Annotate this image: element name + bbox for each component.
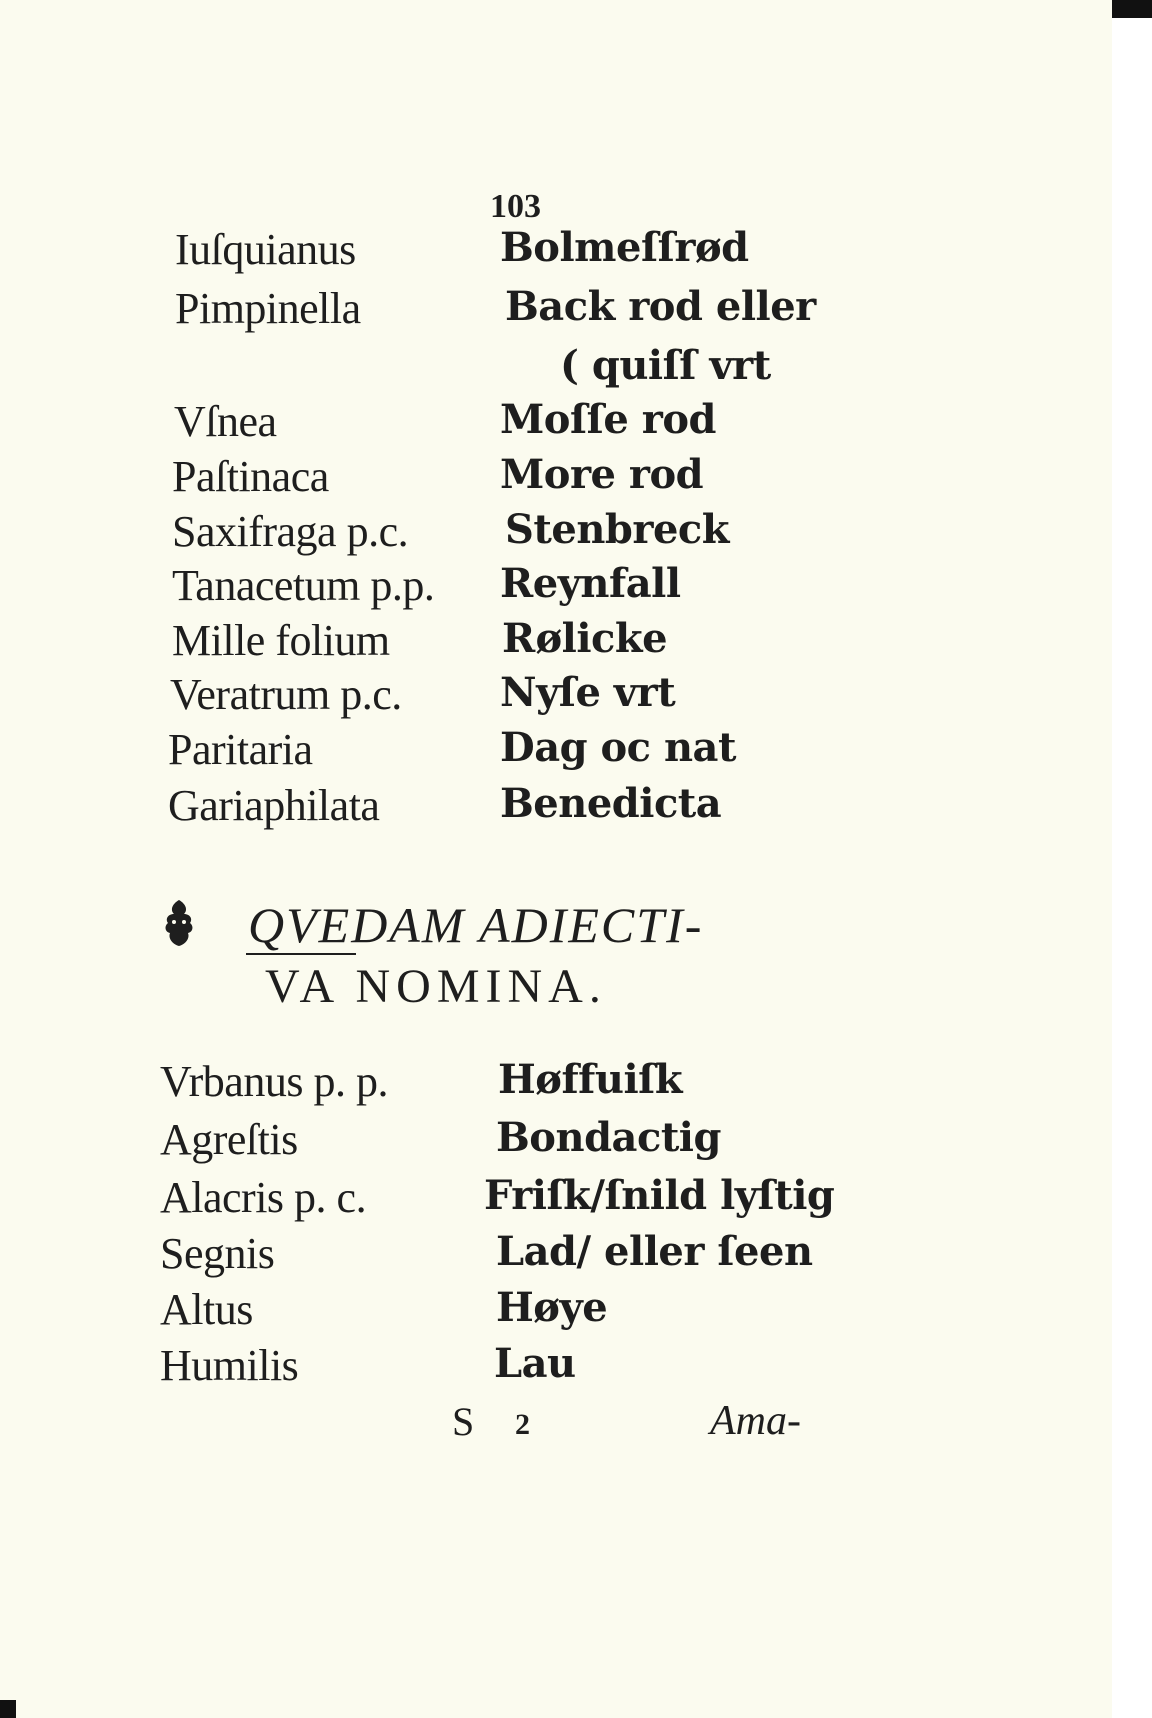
danish-term: Lad/ eller ſeen <box>496 1228 813 1275</box>
danish-term: Moſſe rod <box>500 396 716 443</box>
danish-term: Rølicke <box>502 615 668 662</box>
latin-term: Alacris p. c. <box>160 1173 367 1222</box>
section-heading-line1: QVEDAM ADIECTI- <box>248 897 704 953</box>
danish-term-continuation: ( quiſſ vrt <box>560 342 771 389</box>
danish-term: Lau <box>494 1340 576 1387</box>
latin-term: Iuſquianus <box>175 225 356 274</box>
latin-term: Tanacetum p.p. <box>172 561 435 610</box>
heading-underline <box>246 953 356 955</box>
latin-term: Vſnea <box>174 397 277 446</box>
latin-term: Mille folium <box>172 616 390 665</box>
danish-term: Reynfall <box>500 560 681 607</box>
latin-term: Pimpinella <box>175 284 361 333</box>
latin-term: Veratrum p.c. <box>170 670 402 719</box>
latin-term: Paſtinaca <box>172 452 329 501</box>
danish-term: Bolmeſſrød <box>500 224 749 271</box>
section-heading-line2: VA NOMINA. <box>265 960 607 1013</box>
catchword: Ama- <box>710 1398 801 1444</box>
fleuron-ornament-icon <box>162 898 196 948</box>
signature-mark: S <box>452 1399 475 1444</box>
danish-term: Back rod eller <box>505 283 816 330</box>
danish-term: Stenbreck <box>505 506 729 553</box>
danish-term: Friſk/ſnild lyſtig <box>484 1172 835 1219</box>
danish-term: Høffuiſk <box>498 1056 683 1103</box>
latin-term: Segnis <box>160 1229 275 1278</box>
scan-edge-mark <box>0 1700 16 1718</box>
latin-term: Humilis <box>160 1341 299 1390</box>
danish-term: Høye <box>496 1284 608 1331</box>
latin-term: Vrbanus p. p. <box>160 1057 388 1106</box>
latin-term: Saxifraga p.c. <box>172 507 409 556</box>
danish-term: Nyſe vrt <box>500 669 676 716</box>
latin-term: Altus <box>160 1285 253 1334</box>
latin-term: Gariaphilata <box>168 781 380 830</box>
signature-number: 2 <box>515 1408 530 1441</box>
latin-term: Paritaria <box>168 725 313 774</box>
danish-term: Bondactig <box>496 1114 721 1161</box>
danish-term: Dag oc nat <box>500 724 736 771</box>
scan-edge-mark <box>1112 0 1152 18</box>
latin-term: Agreſtis <box>160 1115 298 1164</box>
danish-term: Benedicta <box>500 780 722 827</box>
page-number: 103 <box>490 188 541 225</box>
danish-term: More rod <box>500 451 704 498</box>
